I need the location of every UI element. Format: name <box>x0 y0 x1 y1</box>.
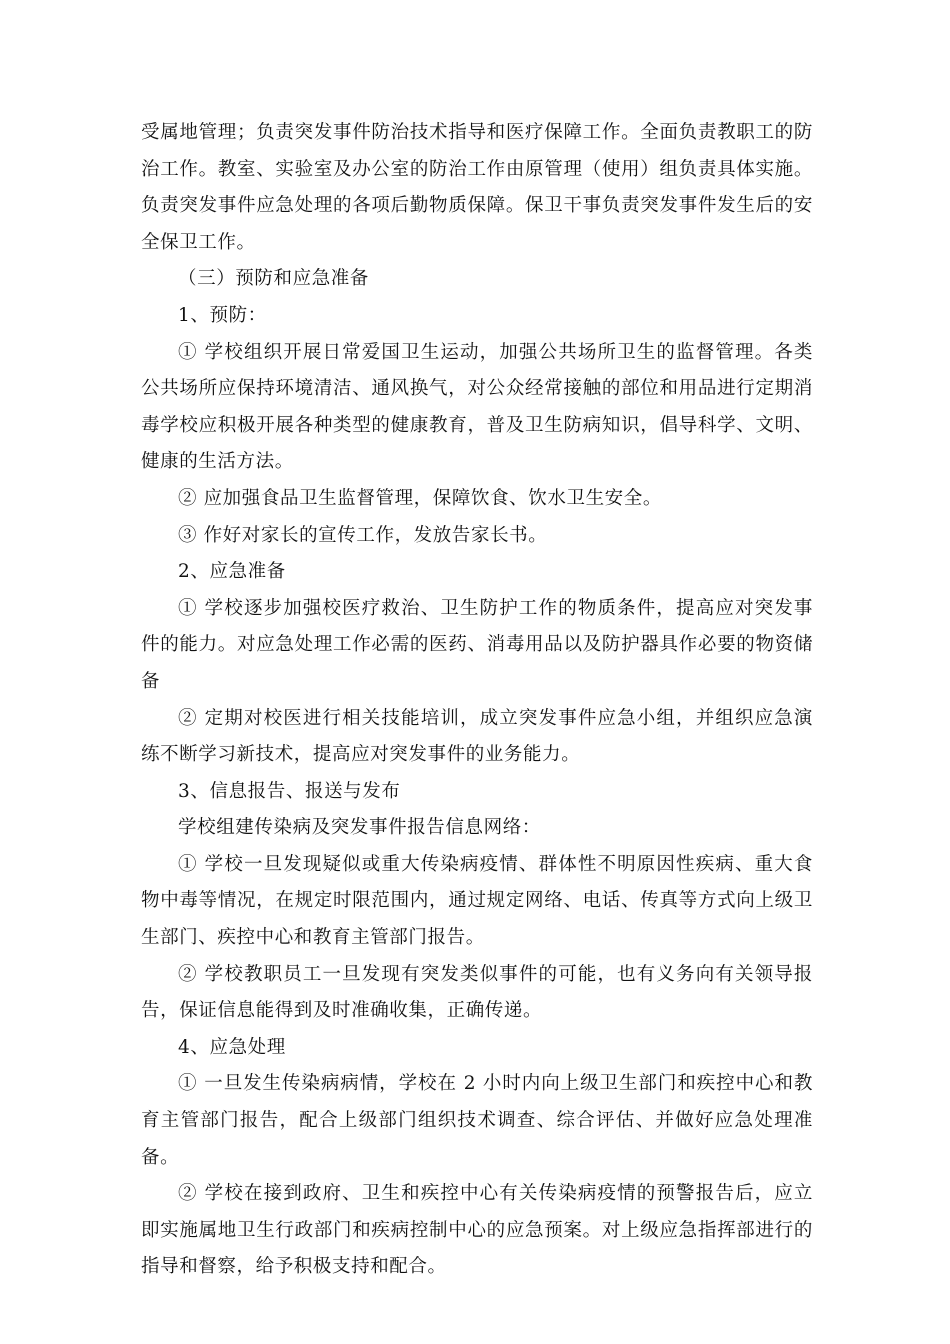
paragraph-reporting-item-2: ② 学校教职员工一旦发现有突发类似事件的可能，也有义务向有关领导报告，保证信息能得到及时准确收集，正确传递。 <box>141 963 813 1022</box>
paragraph-preparation-item-2: ② 定期对校医进行相关技能培训，成立突发事件应急小组，并组织应急演练不断学习新技术，提高应对突发事件的业务能力。 <box>141 707 813 766</box>
section-heading-prevention-preparedness: （三）预防和应急准备 <box>178 268 370 290</box>
subheading-information-reporting: 3、信息报告、报送与发布 <box>178 780 401 802</box>
paragraph-prevention-item-3: ③ 作好对家长的宣传工作，发放告家长书。 <box>178 524 548 546</box>
subheading-emergency-preparation: 2、应急准备 <box>178 561 286 583</box>
paragraph-preparation-item-1: ① 学校逐步加强校医疗救治、卫生防护工作的物质条件，提高应对突发事件的能力。对应急处理工作必需的医药、消毒用品以及防护器具作必要的物资储备 <box>141 597 813 692</box>
paragraph-reporting-network: 学校组建传染病及突发事件报告信息网络： <box>178 817 541 839</box>
paragraph-handling-item-1: ① 一旦发生传染病病情，学校在 2 小时内向上级卫生部门和疾控中心和教育主管部门报告，配合上级部门组织技术调查、综合评估、并做好应急处理准备。 <box>141 1073 813 1168</box>
subheading-prevention: 1、预防： <box>178 304 267 326</box>
subheading-emergency-handling: 4、应急处理 <box>178 1036 286 1058</box>
paragraph-prevention-item-1: ① 学校组织开展日常爱国卫生运动，加强公共场所卫生的监督管理。各类公共场所应保持环境清洁、通风换气，对公众经常接触的部位和用品进行定期消毒学校应积极开展各种类型的健康教育，普及卫生防病知识，倡导科学、文明、健康的生活方法。 <box>141 341 813 473</box>
paragraph-responsibilities-continued: 受属地管理；负责突发事件防治技术指导和医疗保障工作。全面负责教职工的防治工作。教室、实验室及办公室的防治工作由原管理（使用）组负责具体实施。负责突发事件应急处理的各项后勤物质保障。保卫干事负责突发事件发生后的安全保卫工作。 <box>141 122 813 253</box>
paragraph-prevention-item-2: ② 应加强食品卫生监督管理，保障饮食、饮水卫生安全。 <box>178 487 662 509</box>
paragraph-reporting-item-1: ① 学校一旦发现疑似或重大传染病疫情、群体性不明原因性疾病、重大食物中毒等情况，在规定时限范围内，通过规定网络、电话、传真等方式向上级卫生部门、疾控中心和教育主管部门报告。 <box>141 853 813 949</box>
document-body <box>141 115 813 1286</box>
paragraph-handling-item-2: ② 学校在接到政府、卫生和疾控中心有关传染病疫情的预警报告后，应立即实施属地卫生行政部门和疾病控制中心的应急预案。对上级应急指挥部进行的指导和督察，给予积极支持和配合。 <box>141 1183 813 1278</box>
